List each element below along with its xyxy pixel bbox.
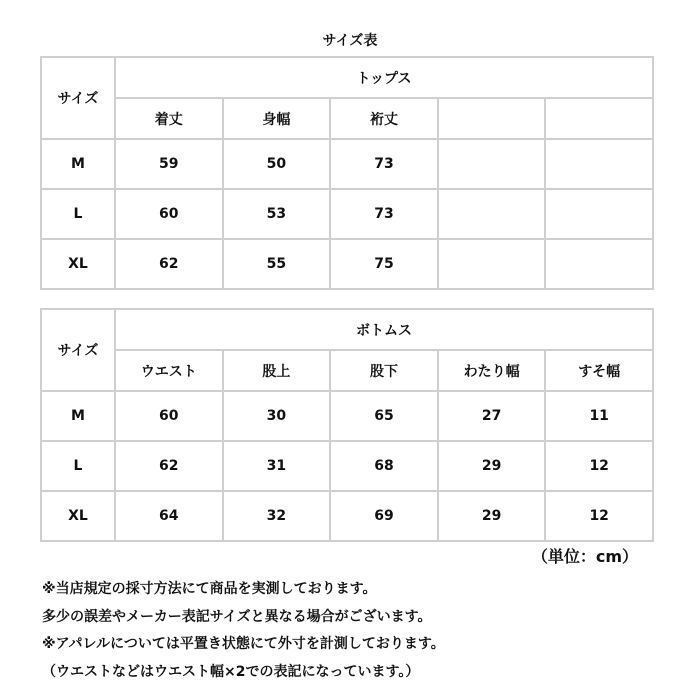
unit-label: （単位：cm）	[531, 547, 638, 566]
column-header-cell: ウエスト	[115, 350, 223, 391]
page-title: サイズ表	[322, 33, 378, 49]
tops-size-table	[40, 56, 654, 290]
size-cell: XL	[41, 239, 115, 289]
value-cell: 29	[438, 441, 546, 491]
value-cell	[438, 139, 546, 189]
value-cell: 31	[223, 441, 331, 491]
value-cell: 68	[330, 441, 438, 491]
table-row	[41, 139, 653, 189]
value-cell: 60	[115, 391, 223, 441]
table-row	[41, 189, 653, 239]
value-cell: 64	[115, 491, 223, 541]
value-cell: 62	[115, 441, 223, 491]
size-cell: L	[41, 189, 115, 239]
value-cell	[438, 189, 546, 239]
column-header-cell: 股上	[223, 350, 331, 391]
bottoms-size-table	[40, 308, 654, 542]
value-cell: 50	[223, 139, 331, 189]
value-cell: 11	[545, 391, 653, 441]
group-header-cell: トップス	[115, 57, 653, 98]
column-header-cell	[438, 98, 546, 139]
value-cell: 12	[545, 491, 653, 541]
size-header-cell: サイズ	[41, 57, 115, 139]
value-cell: 73	[330, 139, 438, 189]
value-cell: 32	[223, 491, 331, 541]
size-cell: XL	[41, 491, 115, 541]
column-header-cell: 裄丈	[330, 98, 438, 139]
size-header-cell: サイズ	[41, 309, 115, 391]
group-header-cell: ボトムス	[115, 309, 653, 350]
table-row	[41, 491, 653, 541]
value-cell	[545, 239, 653, 289]
value-cell: 30	[223, 391, 331, 441]
value-cell: 29	[438, 491, 546, 541]
table-row	[41, 391, 653, 441]
column-header-cell: すそ幅	[545, 350, 653, 391]
value-cell: 27	[438, 391, 546, 441]
note-line: ※アパレルについては平置き状態にて外寸を計測しております。	[42, 636, 445, 652]
table-row	[41, 441, 653, 491]
column-header-cell: 股下	[330, 350, 438, 391]
column-header-cell: 身幅	[223, 98, 331, 139]
size-cell: M	[41, 139, 115, 189]
note-line: （ウエストなどはウエスト幅×2での表記になっています。）	[42, 663, 420, 680]
column-header-cell	[545, 98, 653, 139]
value-cell	[438, 239, 546, 289]
column-header-cell: わたり幅	[438, 350, 546, 391]
note-line: 多少の誤差やメーカー表記サイズと異なる場合がございます。	[42, 608, 432, 625]
value-cell: 60	[115, 189, 223, 239]
value-cell: 62	[115, 239, 223, 289]
table-row	[41, 239, 653, 289]
value-cell: 69	[330, 491, 438, 541]
note-line: ※当店規定の採寸方法にて商品を実測しております。	[42, 581, 377, 597]
value-cell: 12	[545, 441, 653, 491]
column-header-cell: 着丈	[115, 98, 223, 139]
notes-block	[42, 576, 445, 686]
size-cell: L	[41, 441, 115, 491]
value-cell: 65	[330, 391, 438, 441]
value-cell: 55	[223, 239, 331, 289]
value-cell: 73	[330, 189, 438, 239]
value-cell: 75	[330, 239, 438, 289]
value-cell: 53	[223, 189, 331, 239]
value-cell: 59	[115, 139, 223, 189]
value-cell	[545, 189, 653, 239]
size-cell: M	[41, 391, 115, 441]
value-cell	[545, 139, 653, 189]
